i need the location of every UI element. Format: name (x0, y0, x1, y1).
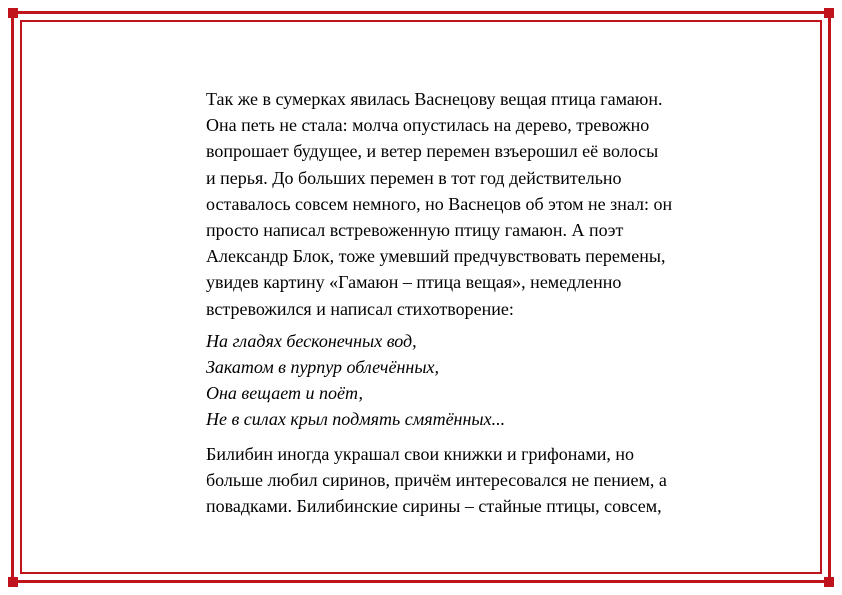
paragraph-vasnetsov-gamayun (206, 86, 746, 322)
text-line: оставалось совсем немного, но Васнецов об этом не знал: он (206, 193, 673, 214)
poem-blok (206, 328, 746, 433)
text-line: и перья. До больших перемен в тот год действительно (206, 167, 622, 188)
frame-corner-top-right (824, 8, 834, 18)
text-line: больше любил сиринов, причём интересовался не пением, а (206, 469, 667, 490)
frame-corner-bottom-right (824, 577, 834, 587)
poem-line: Закатом в пурпур облечённых, (206, 357, 440, 378)
poem-line: На гладях бесконечных вод, (206, 330, 417, 351)
text-line: Билибин иногда украшал свои книжки и грифонами, но (206, 443, 635, 464)
text-line: Александр Блок, тоже умевший предчувствовать перемены, (206, 246, 666, 267)
text-line: повадками. Билибинские сирины – стайные птицы, совсем, (206, 496, 662, 517)
text-content (206, 86, 746, 519)
text-line: Она петь не стала: молча опустилась на дерево, тревожно (206, 115, 650, 136)
poem-line: Она вещает и поёт, (206, 383, 363, 404)
text-line: вопрошает будущее, и ветер перемен взъерошил её волосы (206, 141, 659, 162)
poem-line: Не в силах крыл подмять смятённых... (206, 409, 506, 430)
frame-corner-bottom-left (8, 577, 18, 587)
text-line: встревожился и написал стихотворение: (206, 298, 514, 319)
text-line: просто написал встревоженную птицу гамаюн. А поэт (206, 220, 624, 241)
text-line: Так же в сумерках явилась Васнецову вещая птица гамаюн. (206, 89, 663, 109)
frame-corner-top-left (8, 8, 18, 18)
paragraph-bilibin-sirins (206, 441, 746, 520)
text-line: увидев картину «Гамаюн – птица вещая», немедленно (206, 272, 622, 293)
